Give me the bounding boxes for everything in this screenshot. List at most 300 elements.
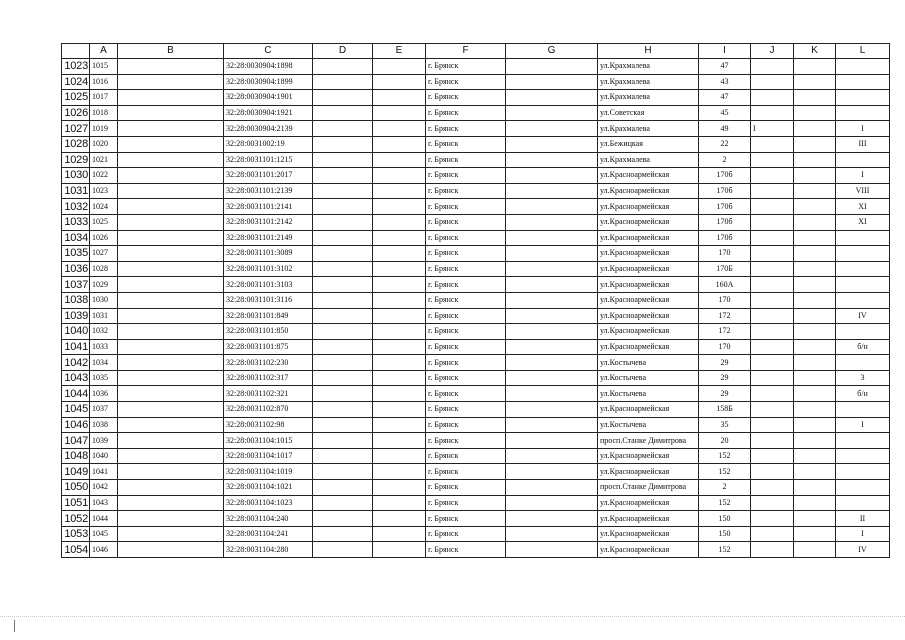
cell-d[interactable] bbox=[313, 355, 373, 371]
cell-d[interactable] bbox=[313, 433, 373, 449]
cell-j[interactable] bbox=[751, 59, 794, 75]
cell-h[interactable]: ул.Красноармейская bbox=[598, 183, 699, 199]
cell-k[interactable] bbox=[794, 417, 836, 433]
cell-e[interactable] bbox=[373, 261, 426, 277]
column-header-k[interactable]: K bbox=[794, 44, 836, 59]
cell-j[interactable] bbox=[751, 74, 794, 90]
cell-g[interactable] bbox=[506, 168, 598, 184]
cell-c[interactable]: 32:28:0031101:2017 bbox=[224, 168, 313, 184]
cell-f[interactable]: г. Брянск bbox=[426, 308, 506, 324]
cell-i[interactable]: 47 bbox=[699, 90, 751, 106]
cell-g[interactable] bbox=[506, 292, 598, 308]
cell-e[interactable] bbox=[373, 324, 426, 340]
cell-c[interactable]: 32:28:0031101:3089 bbox=[224, 246, 313, 262]
cell-h[interactable]: ул.Крахмалева bbox=[598, 90, 699, 106]
cell-b[interactable] bbox=[118, 214, 224, 230]
cell-f[interactable]: г. Брянск bbox=[426, 246, 506, 262]
cell-i[interactable]: 160А bbox=[699, 277, 751, 293]
cell-b[interactable] bbox=[118, 495, 224, 511]
cell-l[interactable] bbox=[836, 277, 890, 293]
cell-f[interactable]: г. Брянск bbox=[426, 511, 506, 527]
cell-e[interactable] bbox=[373, 542, 426, 558]
cell-f[interactable]: г. Брянск bbox=[426, 59, 506, 75]
cell-g[interactable] bbox=[506, 121, 598, 137]
cell-g[interactable] bbox=[506, 402, 598, 418]
cell-l[interactable]: XI bbox=[836, 199, 890, 215]
cell-l[interactable]: I bbox=[836, 121, 890, 137]
cell-i[interactable]: 45 bbox=[699, 105, 751, 121]
cell-b[interactable] bbox=[118, 511, 224, 527]
cell-g[interactable] bbox=[506, 308, 598, 324]
cell-f[interactable]: г. Брянск bbox=[426, 199, 506, 215]
cell-h[interactable]: ул.Красноармейская bbox=[598, 261, 699, 277]
cell-h[interactable]: ул.Красноармейская bbox=[598, 214, 699, 230]
cell-a[interactable]: 1033 bbox=[90, 339, 118, 355]
cell-k[interactable] bbox=[794, 74, 836, 90]
row-header[interactable]: 1054 bbox=[62, 542, 90, 558]
cell-j[interactable] bbox=[751, 277, 794, 293]
cell-h[interactable]: ул.Крахмалева bbox=[598, 59, 699, 75]
cell-a[interactable]: 1030 bbox=[90, 292, 118, 308]
cell-c[interactable]: 32:28:0030904:1901 bbox=[224, 90, 313, 106]
column-header-f[interactable]: F bbox=[426, 44, 506, 59]
cell-b[interactable] bbox=[118, 480, 224, 496]
cell-i[interactable]: 29 bbox=[699, 386, 751, 402]
cell-h[interactable]: ул.Красноармейская bbox=[598, 246, 699, 262]
column-header-b[interactable]: B bbox=[118, 44, 224, 59]
cell-c[interactable]: 32:28:0031101:3116 bbox=[224, 292, 313, 308]
cell-j[interactable] bbox=[751, 370, 794, 386]
cell-d[interactable] bbox=[313, 59, 373, 75]
cell-j[interactable] bbox=[751, 386, 794, 402]
cell-d[interactable] bbox=[313, 308, 373, 324]
row-header[interactable]: 1033 bbox=[62, 214, 90, 230]
cell-i[interactable]: 170б bbox=[699, 230, 751, 246]
cell-l[interactable] bbox=[836, 433, 890, 449]
cell-e[interactable] bbox=[373, 480, 426, 496]
cell-h[interactable]: ул.Красноармейская bbox=[598, 495, 699, 511]
cell-d[interactable] bbox=[313, 448, 373, 464]
cell-h[interactable]: ул.Красноармейская bbox=[598, 324, 699, 340]
cell-f[interactable]: г. Брянск bbox=[426, 277, 506, 293]
cell-f[interactable]: г. Брянск bbox=[426, 433, 506, 449]
cell-h[interactable]: ул.Костычева bbox=[598, 355, 699, 371]
cell-l[interactable] bbox=[836, 324, 890, 340]
cell-a[interactable]: 1017 bbox=[90, 90, 118, 106]
cell-l[interactable] bbox=[836, 230, 890, 246]
cell-g[interactable] bbox=[506, 386, 598, 402]
cell-k[interactable] bbox=[794, 448, 836, 464]
cell-k[interactable] bbox=[794, 246, 836, 262]
cell-e[interactable] bbox=[373, 448, 426, 464]
cell-a[interactable]: 1040 bbox=[90, 448, 118, 464]
cell-j[interactable] bbox=[751, 324, 794, 340]
cell-i[interactable]: 172 bbox=[699, 308, 751, 324]
cell-f[interactable]: г. Брянск bbox=[426, 542, 506, 558]
cell-i[interactable]: 152 bbox=[699, 448, 751, 464]
cell-j[interactable] bbox=[751, 261, 794, 277]
cell-d[interactable] bbox=[313, 292, 373, 308]
cell-g[interactable] bbox=[506, 136, 598, 152]
cell-c[interactable]: 32:28:0031102:870 bbox=[224, 402, 313, 418]
cell-c[interactable]: 32:28:0031101:3102 bbox=[224, 261, 313, 277]
cell-l[interactable] bbox=[836, 246, 890, 262]
cell-d[interactable] bbox=[313, 136, 373, 152]
cell-k[interactable] bbox=[794, 355, 836, 371]
cell-c[interactable]: 32:28:0031104:1019 bbox=[224, 464, 313, 480]
cell-e[interactable] bbox=[373, 402, 426, 418]
cell-f[interactable]: г. Брянск bbox=[426, 417, 506, 433]
cell-k[interactable] bbox=[794, 339, 836, 355]
cell-i[interactable]: 2 bbox=[699, 480, 751, 496]
cell-c[interactable]: 32:28:0031101:850 bbox=[224, 324, 313, 340]
column-header-h[interactable]: H bbox=[598, 44, 699, 59]
cell-c[interactable]: 32:28:0031101:3103 bbox=[224, 277, 313, 293]
cell-l[interactable]: IV bbox=[836, 308, 890, 324]
cell-d[interactable] bbox=[313, 74, 373, 90]
cell-j[interactable] bbox=[751, 214, 794, 230]
cell-d[interactable] bbox=[313, 526, 373, 542]
cell-g[interactable] bbox=[506, 183, 598, 199]
cell-b[interactable] bbox=[118, 121, 224, 137]
cell-c[interactable]: 32:28:0031104:240 bbox=[224, 511, 313, 527]
cell-h[interactable]: ул.Костычева bbox=[598, 386, 699, 402]
cell-e[interactable] bbox=[373, 355, 426, 371]
cell-k[interactable] bbox=[794, 183, 836, 199]
cell-f[interactable]: г. Брянск bbox=[426, 402, 506, 418]
cell-i[interactable]: 150 bbox=[699, 526, 751, 542]
cell-e[interactable] bbox=[373, 230, 426, 246]
cell-k[interactable] bbox=[794, 261, 836, 277]
cell-e[interactable] bbox=[373, 433, 426, 449]
cell-i[interactable]: 20 bbox=[699, 433, 751, 449]
cell-e[interactable] bbox=[373, 495, 426, 511]
column-header-e[interactable]: E bbox=[373, 44, 426, 59]
cell-a[interactable]: 1015 bbox=[90, 59, 118, 75]
cell-a[interactable]: 1024 bbox=[90, 199, 118, 215]
row-header[interactable]: 1031 bbox=[62, 183, 90, 199]
cell-d[interactable] bbox=[313, 214, 373, 230]
cell-b[interactable] bbox=[118, 277, 224, 293]
cell-e[interactable] bbox=[373, 464, 426, 480]
cell-e[interactable] bbox=[373, 59, 426, 75]
cell-b[interactable] bbox=[118, 448, 224, 464]
cell-j[interactable] bbox=[751, 168, 794, 184]
cell-c[interactable]: 32:28:0031104:1021 bbox=[224, 480, 313, 496]
cell-l[interactable] bbox=[836, 74, 890, 90]
cell-f[interactable]: г. Брянск bbox=[426, 480, 506, 496]
cell-i[interactable]: 170б bbox=[699, 183, 751, 199]
cell-c[interactable]: 32:28:0031101:2141 bbox=[224, 199, 313, 215]
cell-f[interactable]: г. Брянск bbox=[426, 292, 506, 308]
cell-j[interactable] bbox=[751, 542, 794, 558]
cell-d[interactable] bbox=[313, 230, 373, 246]
cell-c[interactable]: 32:28:0031101:849 bbox=[224, 308, 313, 324]
cell-d[interactable] bbox=[313, 277, 373, 293]
cell-h[interactable]: ул.Красноармейская bbox=[598, 199, 699, 215]
cell-h[interactable]: ул.Крахмалева bbox=[598, 74, 699, 90]
cell-l[interactable] bbox=[836, 402, 890, 418]
cell-l[interactable]: I bbox=[836, 417, 890, 433]
cell-b[interactable] bbox=[118, 324, 224, 340]
row-header[interactable]: 1047 bbox=[62, 433, 90, 449]
cell-g[interactable] bbox=[506, 74, 598, 90]
cell-k[interactable] bbox=[794, 292, 836, 308]
cell-h[interactable]: ул.Красноармейская bbox=[598, 308, 699, 324]
cell-k[interactable] bbox=[794, 433, 836, 449]
cell-a[interactable]: 1043 bbox=[90, 495, 118, 511]
cell-k[interactable] bbox=[794, 324, 836, 340]
cell-f[interactable]: г. Брянск bbox=[426, 121, 506, 137]
cell-j[interactable] bbox=[751, 246, 794, 262]
cell-a[interactable]: 1028 bbox=[90, 261, 118, 277]
row-header[interactable]: 1041 bbox=[62, 339, 90, 355]
cell-j[interactable] bbox=[751, 355, 794, 371]
cell-g[interactable] bbox=[506, 417, 598, 433]
cell-b[interactable] bbox=[118, 402, 224, 418]
cell-d[interactable] bbox=[313, 121, 373, 137]
cell-a[interactable]: 1039 bbox=[90, 433, 118, 449]
cell-j[interactable] bbox=[751, 433, 794, 449]
cell-e[interactable] bbox=[373, 90, 426, 106]
cell-l[interactable]: I bbox=[836, 526, 890, 542]
cell-a[interactable]: 1042 bbox=[90, 480, 118, 496]
cell-c[interactable]: 32:28:0031102:317 bbox=[224, 370, 313, 386]
cell-a[interactable]: 1020 bbox=[90, 136, 118, 152]
cell-e[interactable] bbox=[373, 246, 426, 262]
cell-j[interactable] bbox=[751, 292, 794, 308]
column-header-l[interactable]: L bbox=[836, 44, 890, 59]
cell-e[interactable] bbox=[373, 386, 426, 402]
cell-f[interactable]: г. Брянск bbox=[426, 230, 506, 246]
cell-k[interactable] bbox=[794, 526, 836, 542]
cell-i[interactable]: 170б bbox=[699, 214, 751, 230]
cell-l[interactable] bbox=[836, 152, 890, 168]
cell-c[interactable]: 32:28:0031002:19 bbox=[224, 136, 313, 152]
cell-d[interactable] bbox=[313, 339, 373, 355]
cell-c[interactable]: 32:28:0031104:280 bbox=[224, 542, 313, 558]
cell-c[interactable]: 32:28:0030904:1899 bbox=[224, 74, 313, 90]
cell-k[interactable] bbox=[794, 90, 836, 106]
cell-i[interactable]: 170 bbox=[699, 339, 751, 355]
cell-a[interactable]: 1031 bbox=[90, 308, 118, 324]
cell-a[interactable]: 1046 bbox=[90, 542, 118, 558]
cell-j[interactable] bbox=[751, 230, 794, 246]
cell-b[interactable] bbox=[118, 433, 224, 449]
row-header[interactable]: 1050 bbox=[62, 480, 90, 496]
cell-i[interactable]: 29 bbox=[699, 370, 751, 386]
cell-c[interactable]: 32:28:0031104:241 bbox=[224, 526, 313, 542]
row-header[interactable]: 1027 bbox=[62, 121, 90, 137]
cell-k[interactable] bbox=[794, 214, 836, 230]
cell-j[interactable] bbox=[751, 402, 794, 418]
cell-f[interactable]: г. Брянск bbox=[426, 526, 506, 542]
cell-g[interactable] bbox=[506, 246, 598, 262]
cell-j[interactable] bbox=[751, 526, 794, 542]
cell-g[interactable] bbox=[506, 230, 598, 246]
cell-h[interactable]: ул.Красноармейская bbox=[598, 511, 699, 527]
row-header[interactable]: 1045 bbox=[62, 402, 90, 418]
cell-a[interactable]: 1023 bbox=[90, 183, 118, 199]
cell-h[interactable]: ул.Красноармейская bbox=[598, 277, 699, 293]
row-header[interactable]: 1052 bbox=[62, 511, 90, 527]
cell-a[interactable]: 1041 bbox=[90, 464, 118, 480]
cell-i[interactable]: 170б bbox=[699, 168, 751, 184]
cell-b[interactable] bbox=[118, 168, 224, 184]
cell-c[interactable]: 32:28:0031101:875 bbox=[224, 339, 313, 355]
cell-l[interactable] bbox=[836, 292, 890, 308]
cell-i[interactable]: 170 bbox=[699, 292, 751, 308]
cell-e[interactable] bbox=[373, 417, 426, 433]
cell-h[interactable]: ул.Красноармейская bbox=[598, 464, 699, 480]
cell-f[interactable]: г. Брянск bbox=[426, 261, 506, 277]
cell-f[interactable]: г. Брянск bbox=[426, 464, 506, 480]
cell-a[interactable]: 1018 bbox=[90, 105, 118, 121]
cell-i[interactable]: 170Б bbox=[699, 261, 751, 277]
cell-b[interactable] bbox=[118, 417, 224, 433]
cell-c[interactable]: 32:28:0031101:2149 bbox=[224, 230, 313, 246]
cell-l[interactable]: б/н bbox=[836, 339, 890, 355]
cell-d[interactable] bbox=[313, 261, 373, 277]
cell-c[interactable]: 32:28:0030904:1898 bbox=[224, 59, 313, 75]
row-header[interactable]: 1035 bbox=[62, 246, 90, 262]
cell-e[interactable] bbox=[373, 168, 426, 184]
cell-l[interactable]: б/н bbox=[836, 386, 890, 402]
cell-f[interactable]: г. Брянск bbox=[426, 90, 506, 106]
cell-i[interactable]: 29 bbox=[699, 355, 751, 371]
cell-c[interactable]: 32:28:0031104:1017 bbox=[224, 448, 313, 464]
row-header[interactable]: 1046 bbox=[62, 417, 90, 433]
cell-h[interactable]: ул.Красноармейская bbox=[598, 526, 699, 542]
cell-a[interactable]: 1035 bbox=[90, 370, 118, 386]
cell-b[interactable] bbox=[118, 59, 224, 75]
cell-j[interactable] bbox=[751, 136, 794, 152]
cell-a[interactable]: 1045 bbox=[90, 526, 118, 542]
cell-b[interactable] bbox=[118, 199, 224, 215]
cell-i[interactable]: 150 bbox=[699, 511, 751, 527]
cell-i[interactable]: 35 bbox=[699, 417, 751, 433]
cell-d[interactable] bbox=[313, 105, 373, 121]
cell-f[interactable]: г. Брянск bbox=[426, 386, 506, 402]
cell-j[interactable] bbox=[751, 417, 794, 433]
cell-e[interactable] bbox=[373, 214, 426, 230]
row-header[interactable]: 1034 bbox=[62, 230, 90, 246]
cell-k[interactable] bbox=[794, 402, 836, 418]
cell-l[interactable] bbox=[836, 59, 890, 75]
column-header-c[interactable]: C bbox=[224, 44, 313, 59]
cell-a[interactable]: 1025 bbox=[90, 214, 118, 230]
cell-c[interactable]: 32:28:0031101:2139 bbox=[224, 183, 313, 199]
cell-e[interactable] bbox=[373, 183, 426, 199]
cell-d[interactable] bbox=[313, 480, 373, 496]
cell-f[interactable]: г. Брянск bbox=[426, 183, 506, 199]
cell-f[interactable]: г. Брянск bbox=[426, 74, 506, 90]
cell-g[interactable] bbox=[506, 324, 598, 340]
cell-f[interactable]: г. Брянск bbox=[426, 324, 506, 340]
cell-g[interactable] bbox=[506, 370, 598, 386]
cell-h[interactable]: просп.Станке Димитрова bbox=[598, 433, 699, 449]
row-header[interactable]: 1029 bbox=[62, 152, 90, 168]
cell-d[interactable] bbox=[313, 168, 373, 184]
cell-e[interactable] bbox=[373, 339, 426, 355]
row-header[interactable]: 1023 bbox=[62, 59, 90, 75]
cell-h[interactable]: ул.Красноармейская bbox=[598, 168, 699, 184]
cell-h[interactable]: ул.Костычева bbox=[598, 370, 699, 386]
cell-k[interactable] bbox=[794, 308, 836, 324]
cell-a[interactable]: 1032 bbox=[90, 324, 118, 340]
column-header-d[interactable]: D bbox=[313, 44, 373, 59]
cell-f[interactable]: г. Брянск bbox=[426, 448, 506, 464]
cell-e[interactable] bbox=[373, 152, 426, 168]
cell-i[interactable]: 22 bbox=[699, 136, 751, 152]
cell-i[interactable]: 172 bbox=[699, 324, 751, 340]
cell-i[interactable]: 152 bbox=[699, 464, 751, 480]
cell-c[interactable]: 32:28:0031102:230 bbox=[224, 355, 313, 371]
cell-d[interactable] bbox=[313, 495, 373, 511]
cell-e[interactable] bbox=[373, 74, 426, 90]
cell-g[interactable] bbox=[506, 495, 598, 511]
cell-a[interactable]: 1037 bbox=[90, 402, 118, 418]
cell-i[interactable]: 49 bbox=[699, 121, 751, 137]
cell-b[interactable] bbox=[118, 90, 224, 106]
cell-d[interactable] bbox=[313, 246, 373, 262]
cell-a[interactable]: 1038 bbox=[90, 417, 118, 433]
cell-l[interactable] bbox=[836, 464, 890, 480]
cell-d[interactable] bbox=[313, 90, 373, 106]
cell-i[interactable]: 2 bbox=[699, 152, 751, 168]
cell-k[interactable] bbox=[794, 59, 836, 75]
cell-f[interactable]: г. Брянск bbox=[426, 214, 506, 230]
cell-c[interactable]: 32:28:0030904:1921 bbox=[224, 105, 313, 121]
cell-k[interactable] bbox=[794, 370, 836, 386]
cell-j[interactable] bbox=[751, 90, 794, 106]
cell-c[interactable]: 32:28:0031104:1015 bbox=[224, 433, 313, 449]
row-header[interactable]: 1037 bbox=[62, 277, 90, 293]
row-header[interactable]: 1040 bbox=[62, 324, 90, 340]
cell-j[interactable] bbox=[751, 183, 794, 199]
cell-j[interactable] bbox=[751, 480, 794, 496]
cell-c[interactable]: 32:28:0031102:98 bbox=[224, 417, 313, 433]
cell-c[interactable]: 32:28:0031104:1023 bbox=[224, 495, 313, 511]
cell-i[interactable]: 170б bbox=[699, 199, 751, 215]
cell-k[interactable] bbox=[794, 152, 836, 168]
cell-k[interactable] bbox=[794, 121, 836, 137]
row-header[interactable]: 1038 bbox=[62, 292, 90, 308]
row-header[interactable]: 1032 bbox=[62, 199, 90, 215]
row-header[interactable]: 1042 bbox=[62, 355, 90, 371]
cell-e[interactable] bbox=[373, 370, 426, 386]
cell-h[interactable]: ул.Красноармейская bbox=[598, 402, 699, 418]
cell-g[interactable] bbox=[506, 433, 598, 449]
cell-b[interactable] bbox=[118, 292, 224, 308]
cell-k[interactable] bbox=[794, 542, 836, 558]
cell-l[interactable]: XI bbox=[836, 214, 890, 230]
cell-a[interactable]: 1022 bbox=[90, 168, 118, 184]
cell-i[interactable]: 43 bbox=[699, 74, 751, 90]
cell-h[interactable]: ул.Красноармейская bbox=[598, 230, 699, 246]
cell-b[interactable] bbox=[118, 542, 224, 558]
corner-cell[interactable] bbox=[62, 44, 90, 59]
cell-j[interactable] bbox=[751, 464, 794, 480]
row-header[interactable]: 1028 bbox=[62, 136, 90, 152]
row-header[interactable]: 1026 bbox=[62, 105, 90, 121]
cell-k[interactable] bbox=[794, 464, 836, 480]
cell-d[interactable] bbox=[313, 386, 373, 402]
cell-g[interactable] bbox=[506, 542, 598, 558]
cell-d[interactable] bbox=[313, 370, 373, 386]
cell-b[interactable] bbox=[118, 230, 224, 246]
cell-j[interactable] bbox=[751, 511, 794, 527]
